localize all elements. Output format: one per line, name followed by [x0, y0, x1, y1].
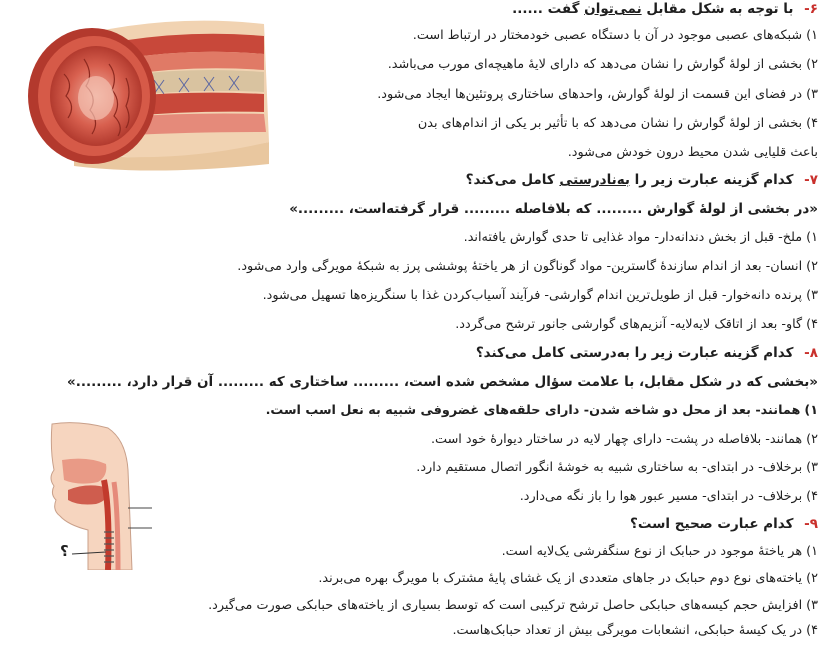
q6-option-4[interactable]: ۴)بخشی از لولهٔ گوارش را نشان می‌دهد که با تأثیر بر یکی از اندام‌های بدن — [417, 116, 818, 131]
q6-option-3[interactable]: ۳)در فضای این قسمت از لولهٔ گوارش، واحدهای ساختاری پروتئین‌ها ایجاد می‌شود. — [377, 87, 818, 102]
q7-option-1[interactable]: ۱)ملخ- قبل از بخش دندانه‌دار- مواد غذایی تا حدی گوارش یافته‌اند. — [463, 230, 818, 245]
q6-stem: ۶- با توجه به شکل مقابل نمی‌توان گفت ...... — [512, 1, 818, 17]
q6-option-2[interactable]: ۲)بخشی از لولهٔ گوارش را نشان می‌دهد که دارای لایهٔ ماهیچه‌ای مورب می‌باشد. — [387, 57, 818, 72]
q6-option-1[interactable]: ۱)شبکه‌های عصبی موجود در آن با دستگاه عصبی خودمختار در ارتباط است. — [412, 28, 818, 43]
q7-stem: ۷- کدام گزینه عبارت زیر را به‌نادرستی کامل می‌کند؟ — [465, 172, 818, 188]
q7-number: ۷- — [804, 172, 818, 188]
q7-option-3[interactable]: ۳)پرنده دانه‌خوار- قبل از طویل‌ترین اندام گوارشی- فرآیند آسیاب‌کردن غذا با سنگریزه‌ها تسهیل می‌شود. — [262, 288, 818, 303]
q8-option-4[interactable]: ۴)برخلاف- در ابتدای- مسیر عبور هوا را باز نگه می‌دارد. — [519, 489, 818, 504]
q8-number: ۸- — [804, 345, 818, 361]
q7-option-2[interactable]: ۲)انسان- بعد از اندام سازندهٔ گاسترین- مواد گوناگون از هر یاختهٔ پوششی پرز به شبکهٔ مویرگی وارد می‌شود. — [237, 259, 818, 274]
q7-quote: «در بخشی از لولهٔ گوارش ......... که بلافاصله ......... قرار گرفته‌است، .........» — [289, 201, 818, 217]
q9-option-3[interactable]: ۳)افزایش حجم کیسه‌های حبابکی حاصل ترشح ترکیبی است که توسط بسیاری از یاخته‌های حبابکی صورت می‌گیرد. — [208, 598, 818, 613]
q8-stem: ۸- کدام گزینه عبارت زیر را به‌درستی کامل می‌کند؟ — [475, 345, 818, 361]
q7-option-4[interactable]: ۴)گاو- بعد از اتاقک لایه‌لایه- آنزیم‌های گوارشی جانور ترشح می‌گردد. — [455, 317, 818, 332]
q9-stem: ۹- کدام عبارت صحیح است؟ — [629, 516, 818, 532]
q6-number: ۶- — [804, 1, 818, 17]
intestine-figure — [14, 14, 276, 176]
figure-question-mark: ؟ — [60, 542, 69, 560]
q8-option-1[interactable]: ۱)همانند- بعد از محل دو شاخه شدن- دارای حلقه‌های غضروفی شبیه به نعل اسب است. — [265, 403, 818, 418]
q9-number: ۹- — [804, 516, 818, 532]
q9-option-2[interactable]: ۲)یاخته‌های نوع دوم حبابک در جاهای متعددی از یک غشای پایهٔ مشترک با مویرگ بهره می‌برند. — [318, 571, 818, 586]
q8-quote: «بخشی که در شکل مقابل، با علامت سؤال مشخص شده است، ......... ساختاری که ......... آن قرار دارد، .........» — [67, 374, 818, 390]
q6-option-4-continued: باعث قلیایی شدن محیط درون خودش می‌شود. — [567, 145, 818, 160]
q9-option-1[interactable]: ۱)هر یاختهٔ موجود در حبابک از نوع سنگفرشی یک‌لایه است. — [501, 544, 818, 559]
q8-option-2[interactable]: ۲)همانند- بلافاصله در پشت- دارای چهار لایه در ساختار دیوارهٔ خود است. — [430, 432, 818, 447]
q8-option-3[interactable]: ۳)برخلاف- در ابتدای- به ساختاری شبیه به خوشهٔ انگور اتصال مستقیم دارد. — [416, 460, 818, 475]
q9-option-4[interactable]: ۴)در یک کیسهٔ حبابکی، انشعابات مویرگی بیش از تعداد حبابک‌هاست. — [452, 623, 818, 638]
